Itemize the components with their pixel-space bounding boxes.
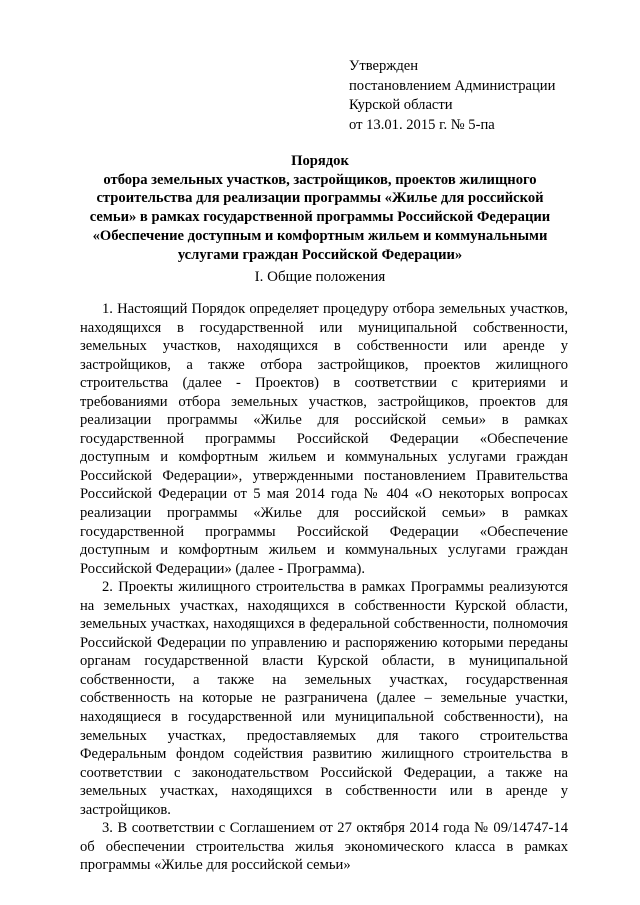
body-text xyxy=(80,300,568,875)
document-title xyxy=(0,152,640,264)
paragraph: 1. Настоящий Порядок определяет процедуру отбора земельных участков, находящихся в государственной или муниципальной собственности, земельных участков, находящихся в собственности или аренде у застройщиков, а также отбора застройщиков, проектов жилищного строительства (далее - Проектов) в соответствии с критериями и требованиями отбора земельных участков, застройщиков, проектов для реализации программы «Жилье для российской семьи» в рамках государственной программы Российской Федерации «Обеспечение доступным и комфортным жильем и коммунальных услугами граждан Российской Федерации», утвержденными постановлением Правительства Российской Федерации от 5 мая 2014 года № 404 «О некоторых вопросах реализации программы «Жилье для российской семьи» в рамках государственной программы Российской Федерации «Обеспечение доступным и комфортным жильем и коммунальных услугами граждан Российской Федерации» (далее - Программа). xyxy=(80,301,568,577)
approval-line: Курской области xyxy=(349,97,453,113)
title-line: «Обеспечение доступным и комфортным жильем и коммунальными xyxy=(92,227,548,244)
title-line: строительства для реализации программы «Жилье для российской xyxy=(96,190,544,207)
approval-date-line: от 13.01. 2015 г. № 5-па xyxy=(349,116,495,133)
paragraph: 3. В соответствии с Соглашением от 27 октября 2014 года № 09/14747-14 об обеспечении строительства жилья экономического класса в рамках программы «Жилье для российской семьи» xyxy=(80,820,568,874)
approval-line: постановлением Администрации xyxy=(349,77,556,94)
approval-stamp xyxy=(349,57,619,135)
paragraph: 2. Проекты жилищного строительства в рамках Программы реализуются на земельных участках, находящихся в собственности Курской области, земельных участках, находящихся в федеральной собственности, полномочия Российской Федерации по управлению и распоряжению которыми переданы органам государственной власти Курской области, в муниципальной собственности, а также на земельных участках, государственная собственность на которые не разграничена (далее – земельные участки, находящиеся в государственной или муниципальной собственности), на земельных участках, предоставляемых для такого строительства Федеральным фондом содействия развитию жилищного строительства в соответствии с законодательством Российской Федерации, а также на земельных участках, находящихся в собственности или в аренде у застройщиков. xyxy=(80,579,568,818)
section-heading: I. Общие положения xyxy=(254,269,386,285)
title-line: отбора земельных участков, застройщиков, проектов жилищного xyxy=(103,171,537,188)
title-line: семьи» в рамках государственной программы Российской Федерации xyxy=(89,209,551,226)
title-line: услугами граждан Российской Федерации» xyxy=(177,246,463,263)
title-heading: Порядок xyxy=(291,153,349,169)
approval-line: Утвержден xyxy=(349,58,419,74)
